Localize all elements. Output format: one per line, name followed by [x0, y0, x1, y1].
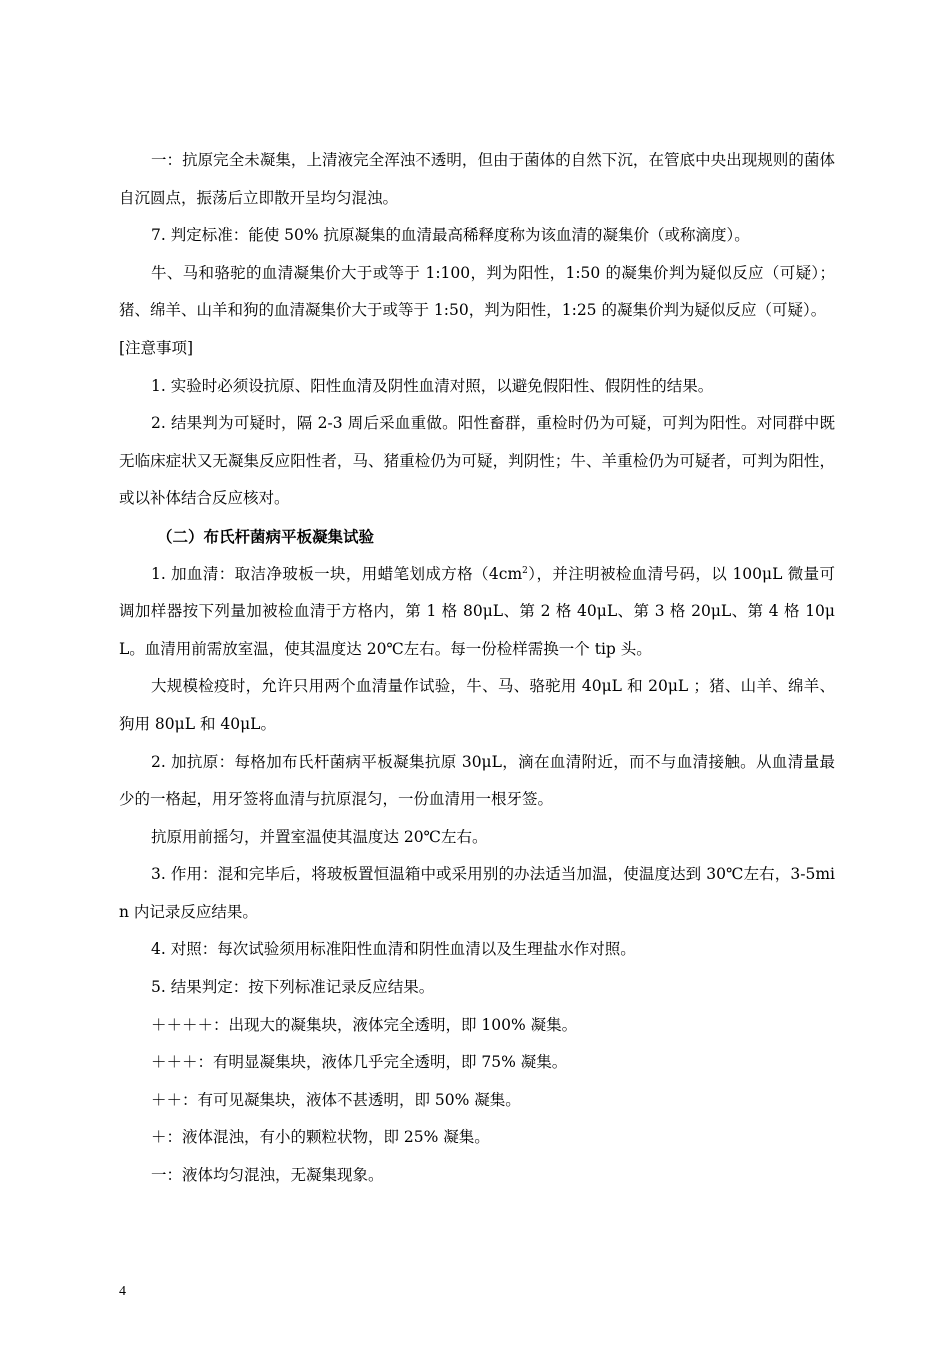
result-level-4plus: ＋＋＋＋：出现大的凝集块，液体完全透明，即 100% 凝集。 [151, 1015, 578, 1034]
paragraph-negative-result: 一：抗原完全未凝集，上清液完全浑浊不透明，但由于菌体的自然下沉，在管底中央出现规则的菌体自沉圆点，振荡后立即散开呈均匀混浊。 [119, 151, 835, 207]
paragraph-large-scale: 大规模检疫时，允许只用两个血清量作试验，牛、马、骆驼用 40μL 和 20μL ；猪、山羊、绵羊、狗用 80μL 和 40μL。 [119, 677, 835, 733]
paragraph-note-1: 1. 实验时必须设抗原、阳性血清及阴性血清对照，以避免假阳性、假阴性的结果。 [151, 376, 714, 395]
result-level-3plus: ＋＋＋：有明显凝集块，液体几乎完全透明，即 75% 凝集。 [151, 1053, 568, 1072]
paragraph-titer-standards: 牛、马和骆驼的血清凝集价大于或等于 1:100，判为阳性，1:50 的凝集价判为疑似反应（可疑）；猪、绵羊、山羊和狗的血清凝集价大于或等于 1:50，判为阳性，1:25 的凝集价判为疑似反应（可疑）。 [119, 263, 835, 320]
step-1-text-before: 1. 加血清：取洁净玻板一块，用蜡笔划成方格（4cm [151, 564, 523, 583]
document-body [119, 142, 835, 1195]
result-level-1plus: ＋：液体混浊，有小的颗粒状物，即 25% 凝集。 [151, 1128, 490, 1147]
paragraph-note-2: 2. 结果判为可疑时，隔 2-3 周后采血重做。阳性畜群，重检时仍为可疑，可判为阳性。对同群中既无临床症状又无凝集反应阳性者，马、猪重检仍为可疑，判阴性；牛、羊重检仍为可疑者，可判为阳性，或以补体结合反应核对。 [119, 414, 835, 508]
result-level-2plus: ＋＋：有可见凝集块，液体不甚透明，即 50% 凝集。 [151, 1090, 521, 1109]
paragraph-step-5-judgement: 5. 结果判定：按下列标准记录反应结果。 [151, 978, 435, 997]
paragraph-criteria: 7. 判定标准：能使 50% 抗原凝集的血清最高稀释度称为该血清的凝集价（或称滴度）。 [151, 226, 750, 245]
page-number: 4 [119, 1284, 126, 1299]
result-level-negative: 一：液体均匀混浊，无凝集现象。 [151, 1166, 384, 1185]
paragraph-step-1-serum [119, 556, 835, 669]
paragraph-step-3-action: 3. 作用：混和完毕后，将玻板置恒温箱中或采用别的办法适当加温，使温度达到 30℃左右，3-5min 内记录反应结果。 [119, 865, 835, 921]
paragraph-step-2-antigen: 2. 加抗原：每格加布氏杆菌病平板凝集抗原 30μL，滴在血清附近，而不与血清接触。从血清量最少的一格起，用牙签将血清与抗原混匀，一份血清用一根牙签。 [119, 752, 835, 809]
step-1-text-after: ），并注明被检血清号码，以 100μL 微量可调加样器按下列量加被检血清于方格内，第 1 格 80μL、第 2 格 40μL、第 3 格 20μL、第 4 格 10μL。血清用前需放室温，使其温度达 20℃左右。每一份检样需换一个 tip 头。 [119, 564, 835, 658]
section-heading-plate-test: （二）布氏杆菌病平板凝集试验 [157, 526, 375, 546]
paragraph-antigen-prep: 抗原用前摇匀，并置室温使其温度达 20℃左右。 [151, 827, 488, 846]
paragraph-step-4-control: 4. 对照：每次试验须用标准阳性血清和阴性血清以及生理盐水作对照。 [151, 940, 636, 959]
section-heading-notes: [注意事项] [119, 338, 194, 357]
superscript-2: 2 [522, 565, 528, 576]
